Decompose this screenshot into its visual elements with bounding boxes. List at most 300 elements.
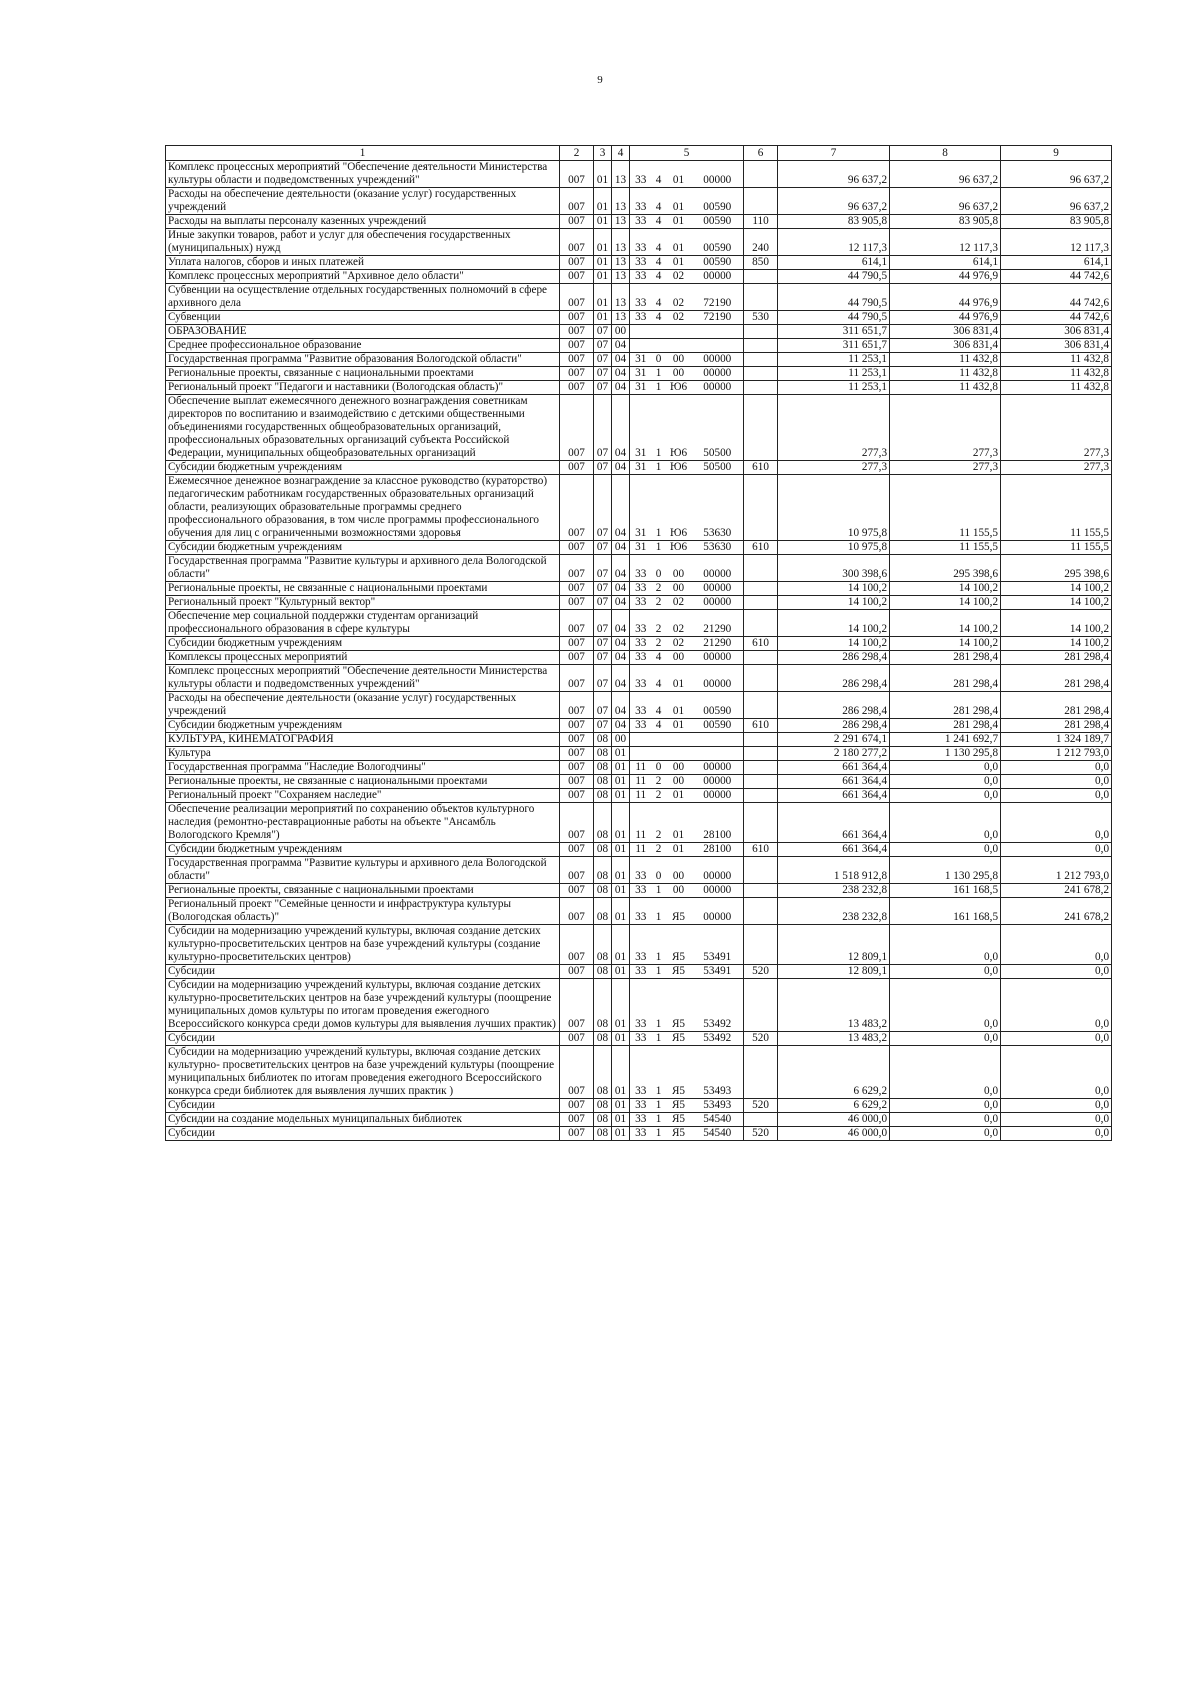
amount-year1-cell: 6 629,2 xyxy=(778,1046,890,1099)
amount-year2-cell: 44 976,9 xyxy=(890,284,1001,311)
row-name-cell: Комплекс процессных мероприятий "Обеспечение деятельности Министерства культуры области и подведомственных учреждений" xyxy=(166,161,560,188)
admin-code-cell: 007 xyxy=(560,925,594,965)
admin-code-cell: 007 xyxy=(560,596,594,610)
admin-code-cell: 007 xyxy=(560,884,594,898)
amount-year2-cell: 0,0 xyxy=(890,1099,1001,1113)
target-direction-cell: 02 xyxy=(666,270,692,284)
row-name-cell: Региональный проект "Сохраняем наследие" xyxy=(166,789,560,803)
amount-year1-cell: 12 809,1 xyxy=(778,965,890,979)
header-cell: 2 xyxy=(560,146,594,161)
target-subprogram-cell: 1 xyxy=(652,475,666,541)
target-program-cell: 31 xyxy=(630,367,652,381)
target-subprogram-cell: 1 xyxy=(652,381,666,395)
admin-code-cell: 007 xyxy=(560,665,594,692)
target-direction-cell: 00 xyxy=(666,775,692,789)
amount-year3-cell: 241 678,2 xyxy=(1001,884,1112,898)
target-code-cell xyxy=(692,325,744,339)
expense-type-cell xyxy=(744,395,778,461)
amount-year1-cell: 6 629,2 xyxy=(778,1099,890,1113)
target-program-cell: 33 xyxy=(630,979,652,1032)
target-subprogram-cell: 1 xyxy=(652,979,666,1032)
admin-code-cell: 007 xyxy=(560,475,594,541)
table-row xyxy=(166,610,1112,637)
target-direction-cell: 01 xyxy=(666,188,692,215)
amount-year2-cell: 0,0 xyxy=(890,761,1001,775)
target-direction-cell: 01 xyxy=(666,719,692,733)
amount-year2-cell: 11 432,8 xyxy=(890,353,1001,367)
admin-code-cell: 007 xyxy=(560,843,594,857)
target-direction-cell: 01 xyxy=(666,803,692,843)
amount-year1-cell: 286 298,4 xyxy=(778,665,890,692)
admin-code-cell: 007 xyxy=(560,761,594,775)
target-code-cell: 00000 xyxy=(692,161,744,188)
target-subprogram-cell: 1 xyxy=(652,461,666,475)
target-subprogram-cell: 2 xyxy=(652,582,666,596)
target-direction-cell xyxy=(666,733,692,747)
section-cell: 01 xyxy=(594,256,612,270)
table-row xyxy=(166,596,1112,610)
expense-type-cell: 610 xyxy=(744,637,778,651)
target-program-cell: 33 xyxy=(630,270,652,284)
section-cell: 01 xyxy=(594,161,612,188)
amount-year1-cell: 238 232,8 xyxy=(778,884,890,898)
row-name-cell: Комплексы процессных мероприятий xyxy=(166,651,560,665)
expense-type-cell xyxy=(744,381,778,395)
admin-code-cell: 007 xyxy=(560,325,594,339)
amount-year2-cell: 0,0 xyxy=(890,979,1001,1032)
row-name-cell: Расходы на обеспечение деятельности (оказание услуг) государственных учреждений xyxy=(166,188,560,215)
section-cell: 01 xyxy=(594,229,612,256)
table-row xyxy=(166,541,1112,555)
row-name-cell: Региональные проекты, не связанные с национальными проектами xyxy=(166,582,560,596)
amount-year1-cell: 13 483,2 xyxy=(778,979,890,1032)
target-subprogram-cell: 4 xyxy=(652,651,666,665)
table-row xyxy=(166,843,1112,857)
row-name-cell: Субсидии бюджетным учреждениям xyxy=(166,843,560,857)
target-direction-cell: 01 xyxy=(666,215,692,229)
target-subprogram-cell: 2 xyxy=(652,803,666,843)
section-cell: 07 xyxy=(594,582,612,596)
target-code-cell: 00000 xyxy=(692,270,744,284)
expense-type-cell xyxy=(744,898,778,925)
row-name-cell: Субвенции на осуществление отдельных государственных полномочий в сфере архивного дела xyxy=(166,284,560,311)
admin-code-cell: 007 xyxy=(560,692,594,719)
target-subprogram-cell: 2 xyxy=(652,775,666,789)
subsection-cell: 01 xyxy=(612,761,630,775)
target-subprogram-cell xyxy=(652,339,666,353)
expense-type-cell xyxy=(744,651,778,665)
amount-year3-cell: 0,0 xyxy=(1001,789,1112,803)
row-name-cell: Субсидии на модернизацию учреждений культуры, включая создание детских культурно- просветительских центров на базе учреждений культуры (поощрение муниципальных библиотек по итогам проведения ежегодного Всероссийского конкурса среди библиотек для выявления лучших практик ) xyxy=(166,1046,560,1099)
row-name-cell: Субсидии бюджетным учреждениям xyxy=(166,461,560,475)
target-subprogram-cell: 4 xyxy=(652,284,666,311)
amount-year1-cell: 286 298,4 xyxy=(778,719,890,733)
section-cell: 01 xyxy=(594,270,612,284)
expense-type-cell: 610 xyxy=(744,461,778,475)
row-name-cell: Культура xyxy=(166,747,560,761)
subsection-cell: 13 xyxy=(612,311,630,325)
target-program-cell: 33 xyxy=(630,582,652,596)
subsection-cell: 01 xyxy=(612,1099,630,1113)
admin-code-cell: 007 xyxy=(560,651,594,665)
target-code-cell: 28100 xyxy=(692,803,744,843)
amount-year1-cell: 96 637,2 xyxy=(778,188,890,215)
subsection-cell: 04 xyxy=(612,339,630,353)
target-subprogram-cell: 1 xyxy=(652,1099,666,1113)
amount-year1-cell: 311 651,7 xyxy=(778,325,890,339)
target-subprogram-cell: 2 xyxy=(652,637,666,651)
header-cell: 4 xyxy=(612,146,630,161)
target-program-cell: 33 xyxy=(630,610,652,637)
subsection-cell: 01 xyxy=(612,789,630,803)
section-cell: 07 xyxy=(594,325,612,339)
section-cell: 08 xyxy=(594,965,612,979)
amount-year3-cell: 0,0 xyxy=(1001,1099,1112,1113)
target-direction-cell: 00 xyxy=(666,353,692,367)
section-cell: 08 xyxy=(594,1099,612,1113)
target-code-cell: 00000 xyxy=(692,665,744,692)
target-program-cell xyxy=(630,733,652,747)
target-program-cell: 33 xyxy=(630,1046,652,1099)
expense-type-cell: 850 xyxy=(744,256,778,270)
amount-year2-cell: 0,0 xyxy=(890,843,1001,857)
table-row xyxy=(166,1099,1112,1113)
target-program-cell: 11 xyxy=(630,775,652,789)
admin-code-cell: 007 xyxy=(560,1127,594,1141)
row-name-cell: ОБРАЗОВАНИЕ xyxy=(166,325,560,339)
amount-year2-cell: 11 155,5 xyxy=(890,541,1001,555)
target-code-cell: 53630 xyxy=(692,475,744,541)
target-program-cell: 33 xyxy=(630,555,652,582)
subsection-cell: 13 xyxy=(612,256,630,270)
target-program-cell: 33 xyxy=(630,229,652,256)
target-program-cell: 31 xyxy=(630,353,652,367)
table-row xyxy=(166,692,1112,719)
target-subprogram-cell: 1 xyxy=(652,1113,666,1127)
subsection-cell: 13 xyxy=(612,188,630,215)
row-name-cell: Обеспечение мер социальной поддержки студентам организаций профессионального образования в сфере культуры xyxy=(166,610,560,637)
amount-year2-cell: 14 100,2 xyxy=(890,610,1001,637)
target-direction-cell: Я5 xyxy=(666,898,692,925)
table-row xyxy=(166,925,1112,965)
amount-year2-cell: 0,0 xyxy=(890,789,1001,803)
amount-year1-cell: 83 905,8 xyxy=(778,215,890,229)
amount-year1-cell: 238 232,8 xyxy=(778,898,890,925)
table-row xyxy=(166,475,1112,541)
amount-year1-cell: 10 975,8 xyxy=(778,475,890,541)
target-subprogram-cell: 2 xyxy=(652,789,666,803)
target-code-cell: 00000 xyxy=(692,898,744,925)
expense-type-cell xyxy=(744,555,778,582)
section-cell: 08 xyxy=(594,803,612,843)
target-program-cell: 31 xyxy=(630,475,652,541)
target-subprogram-cell: 4 xyxy=(652,215,666,229)
target-code-cell: 00590 xyxy=(692,719,744,733)
target-subprogram-cell: 0 xyxy=(652,555,666,582)
target-code-cell: 00000 xyxy=(692,582,744,596)
target-direction-cell: 00 xyxy=(666,555,692,582)
expense-type-cell xyxy=(744,884,778,898)
target-direction-cell: 01 xyxy=(666,665,692,692)
amount-year1-cell: 286 298,4 xyxy=(778,651,890,665)
expense-type-cell: 610 xyxy=(744,541,778,555)
target-direction-cell: Ю6 xyxy=(666,541,692,555)
section-cell: 01 xyxy=(594,284,612,311)
target-direction-cell: 00 xyxy=(666,857,692,884)
target-direction-cell: 01 xyxy=(666,843,692,857)
target-subprogram-cell: 0 xyxy=(652,857,666,884)
amount-year2-cell: 0,0 xyxy=(890,1127,1001,1141)
amount-year2-cell: 11 432,8 xyxy=(890,381,1001,395)
expense-type-cell: 610 xyxy=(744,843,778,857)
row-name-cell: Субсидии бюджетным учреждениям xyxy=(166,719,560,733)
subsection-cell: 04 xyxy=(612,719,630,733)
target-code-cell: 53492 xyxy=(692,1032,744,1046)
amount-year1-cell: 300 398,6 xyxy=(778,555,890,582)
expense-type-cell: 520 xyxy=(744,1127,778,1141)
amount-year1-cell: 277,3 xyxy=(778,395,890,461)
target-subprogram-cell: 2 xyxy=(652,843,666,857)
section-cell: 07 xyxy=(594,665,612,692)
table-row xyxy=(166,637,1112,651)
admin-code-cell: 007 xyxy=(560,610,594,637)
expense-type-cell xyxy=(744,270,778,284)
header-cell: 5 xyxy=(630,146,744,161)
target-direction-cell xyxy=(666,339,692,353)
section-cell: 08 xyxy=(594,747,612,761)
expense-type-cell xyxy=(744,1046,778,1099)
amount-year3-cell: 14 100,2 xyxy=(1001,596,1112,610)
budget-table xyxy=(165,145,1112,1141)
amount-year1-cell: 286 298,4 xyxy=(778,692,890,719)
table-row xyxy=(166,353,1112,367)
expense-type-cell xyxy=(744,979,778,1032)
section-cell: 01 xyxy=(594,188,612,215)
expense-type-cell xyxy=(744,692,778,719)
target-subprogram-cell: 4 xyxy=(652,161,666,188)
target-program-cell: 33 xyxy=(630,692,652,719)
target-code-cell: 00590 xyxy=(692,256,744,270)
row-name-cell: Государственная программа "Развитие культуры и архивного дела Вологодской области" xyxy=(166,857,560,884)
table-row xyxy=(166,761,1112,775)
target-program-cell: 31 xyxy=(630,381,652,395)
row-name-cell: Субсидии xyxy=(166,1127,560,1141)
expense-type-cell xyxy=(744,353,778,367)
target-program-cell: 11 xyxy=(630,761,652,775)
target-direction-cell: 01 xyxy=(666,161,692,188)
amount-year1-cell: 11 253,1 xyxy=(778,367,890,381)
target-program-cell: 33 xyxy=(630,637,652,651)
amount-year3-cell: 44 742,6 xyxy=(1001,284,1112,311)
row-name-cell: Региональные проекты, связанные с национальными проектами xyxy=(166,367,560,381)
subsection-cell: 04 xyxy=(612,637,630,651)
target-code-cell xyxy=(692,733,744,747)
target-direction-cell: 02 xyxy=(666,637,692,651)
target-program-cell: 33 xyxy=(630,1113,652,1127)
admin-code-cell: 007 xyxy=(560,747,594,761)
expense-type-cell xyxy=(744,925,778,965)
row-name-cell: Комплекс процессных мероприятий "Архивное дело области" xyxy=(166,270,560,284)
section-cell: 08 xyxy=(594,925,612,965)
section-cell: 08 xyxy=(594,789,612,803)
admin-code-cell: 007 xyxy=(560,1113,594,1127)
amount-year3-cell: 14 100,2 xyxy=(1001,637,1112,651)
subsection-cell: 04 xyxy=(612,555,630,582)
target-program-cell: 33 xyxy=(630,965,652,979)
subsection-cell: 04 xyxy=(612,395,630,461)
section-cell: 07 xyxy=(594,461,612,475)
subsection-cell: 13 xyxy=(612,161,630,188)
table-row xyxy=(166,555,1112,582)
subsection-cell: 01 xyxy=(612,979,630,1032)
admin-code-cell: 007 xyxy=(560,284,594,311)
amount-year3-cell: 0,0 xyxy=(1001,925,1112,965)
amount-year1-cell: 277,3 xyxy=(778,461,890,475)
amount-year1-cell: 46 000,0 xyxy=(778,1113,890,1127)
row-name-cell: Расходы на обеспечение деятельности (оказание услуг) государственных учреждений xyxy=(166,692,560,719)
amount-year3-cell: 0,0 xyxy=(1001,843,1112,857)
table-row xyxy=(166,775,1112,789)
target-direction-cell xyxy=(666,325,692,339)
amount-year3-cell: 614,1 xyxy=(1001,256,1112,270)
table-row xyxy=(166,1032,1112,1046)
expense-type-cell xyxy=(744,188,778,215)
expense-type-cell xyxy=(744,1113,778,1127)
target-code-cell: 00000 xyxy=(692,789,744,803)
target-code-cell: 00000 xyxy=(692,775,744,789)
target-subprogram-cell: 4 xyxy=(652,719,666,733)
amount-year1-cell: 11 253,1 xyxy=(778,381,890,395)
amount-year1-cell: 12 809,1 xyxy=(778,925,890,965)
amount-year3-cell: 14 100,2 xyxy=(1001,610,1112,637)
target-code-cell: 00590 xyxy=(692,692,744,719)
expense-type-cell xyxy=(744,582,778,596)
admin-code-cell: 007 xyxy=(560,270,594,284)
target-subprogram-cell: 4 xyxy=(652,311,666,325)
row-name-cell: Субсидии xyxy=(166,1032,560,1046)
amount-year2-cell: 14 100,2 xyxy=(890,582,1001,596)
expense-type-cell xyxy=(744,325,778,339)
target-direction-cell: 01 xyxy=(666,692,692,719)
target-subprogram-cell: 1 xyxy=(652,884,666,898)
target-subprogram-cell: 0 xyxy=(652,353,666,367)
target-code-cell xyxy=(692,339,744,353)
expense-type-cell: 110 xyxy=(744,215,778,229)
expense-type-cell xyxy=(744,761,778,775)
amount-year1-cell: 44 790,5 xyxy=(778,311,890,325)
expense-type-cell xyxy=(744,161,778,188)
subsection-cell: 04 xyxy=(612,367,630,381)
target-direction-cell: 02 xyxy=(666,610,692,637)
subsection-cell: 01 xyxy=(612,884,630,898)
target-code-cell: 28100 xyxy=(692,843,744,857)
admin-code-cell: 007 xyxy=(560,353,594,367)
admin-code-cell: 007 xyxy=(560,979,594,1032)
amount-year2-cell: 96 637,2 xyxy=(890,188,1001,215)
section-cell: 08 xyxy=(594,884,612,898)
target-program-cell: 33 xyxy=(630,1099,652,1113)
table-row xyxy=(166,229,1112,256)
table-row xyxy=(166,582,1112,596)
target-subprogram-cell: 1 xyxy=(652,1032,666,1046)
target-code-cell: 00590 xyxy=(692,188,744,215)
admin-code-cell: 007 xyxy=(560,1099,594,1113)
amount-year3-cell: 11 155,5 xyxy=(1001,541,1112,555)
target-program-cell: 33 xyxy=(630,284,652,311)
amount-year1-cell: 10 975,8 xyxy=(778,541,890,555)
table-row xyxy=(166,215,1112,229)
admin-code-cell: 007 xyxy=(560,719,594,733)
subsection-cell: 01 xyxy=(612,965,630,979)
target-direction-cell: Я5 xyxy=(666,965,692,979)
section-cell: 08 xyxy=(594,761,612,775)
table-row xyxy=(166,461,1112,475)
table-row xyxy=(166,965,1112,979)
section-cell: 07 xyxy=(594,610,612,637)
target-subprogram-cell: 2 xyxy=(652,596,666,610)
target-program-cell: 33 xyxy=(630,857,652,884)
subsection-cell: 13 xyxy=(612,284,630,311)
section-cell: 08 xyxy=(594,1127,612,1141)
subsection-cell: 00 xyxy=(612,733,630,747)
section-cell: 08 xyxy=(594,1113,612,1127)
amount-year3-cell: 1 212 793,0 xyxy=(1001,857,1112,884)
row-name-cell: Субсидии xyxy=(166,1099,560,1113)
subsection-cell: 04 xyxy=(612,582,630,596)
amount-year1-cell: 614,1 xyxy=(778,256,890,270)
amount-year2-cell: 0,0 xyxy=(890,1046,1001,1099)
target-program-cell xyxy=(630,325,652,339)
target-code-cell: 00590 xyxy=(692,215,744,229)
admin-code-cell: 007 xyxy=(560,789,594,803)
target-program-cell: 33 xyxy=(630,596,652,610)
subsection-cell: 01 xyxy=(612,1032,630,1046)
amount-year1-cell: 661 364,4 xyxy=(778,843,890,857)
section-cell: 07 xyxy=(594,719,612,733)
admin-code-cell: 007 xyxy=(560,229,594,256)
admin-code-cell: 007 xyxy=(560,381,594,395)
subsection-cell: 01 xyxy=(612,1113,630,1127)
expense-type-cell: 520 xyxy=(744,1032,778,1046)
target-subprogram-cell: 1 xyxy=(652,395,666,461)
amount-year3-cell: 12 117,3 xyxy=(1001,229,1112,256)
amount-year2-cell: 614,1 xyxy=(890,256,1001,270)
row-name-cell: Комплекс процессных мероприятий "Обеспечение деятельности Министерства культуры области и подведомственных учреждений" xyxy=(166,665,560,692)
section-cell: 01 xyxy=(594,311,612,325)
table-row xyxy=(166,857,1112,884)
table-row xyxy=(166,270,1112,284)
target-subprogram-cell: 4 xyxy=(652,256,666,270)
target-subprogram-cell xyxy=(652,325,666,339)
table-row xyxy=(166,747,1112,761)
amount-year3-cell: 281 298,4 xyxy=(1001,651,1112,665)
target-subprogram-cell: 4 xyxy=(652,188,666,215)
admin-code-cell: 007 xyxy=(560,637,594,651)
target-direction-cell: Я5 xyxy=(666,979,692,1032)
target-code-cell: 00590 xyxy=(692,229,744,256)
amount-year2-cell: 281 298,4 xyxy=(890,651,1001,665)
amount-year2-cell: 1 130 295,8 xyxy=(890,747,1001,761)
target-direction-cell: Я5 xyxy=(666,1099,692,1113)
row-name-cell: Субсидии xyxy=(166,965,560,979)
table-row xyxy=(166,367,1112,381)
target-code-cell: 00000 xyxy=(692,857,744,884)
subsection-cell: 04 xyxy=(612,541,630,555)
subsection-cell: 01 xyxy=(612,747,630,761)
table-row xyxy=(166,188,1112,215)
subsection-cell: 04 xyxy=(612,692,630,719)
table-row xyxy=(166,381,1112,395)
